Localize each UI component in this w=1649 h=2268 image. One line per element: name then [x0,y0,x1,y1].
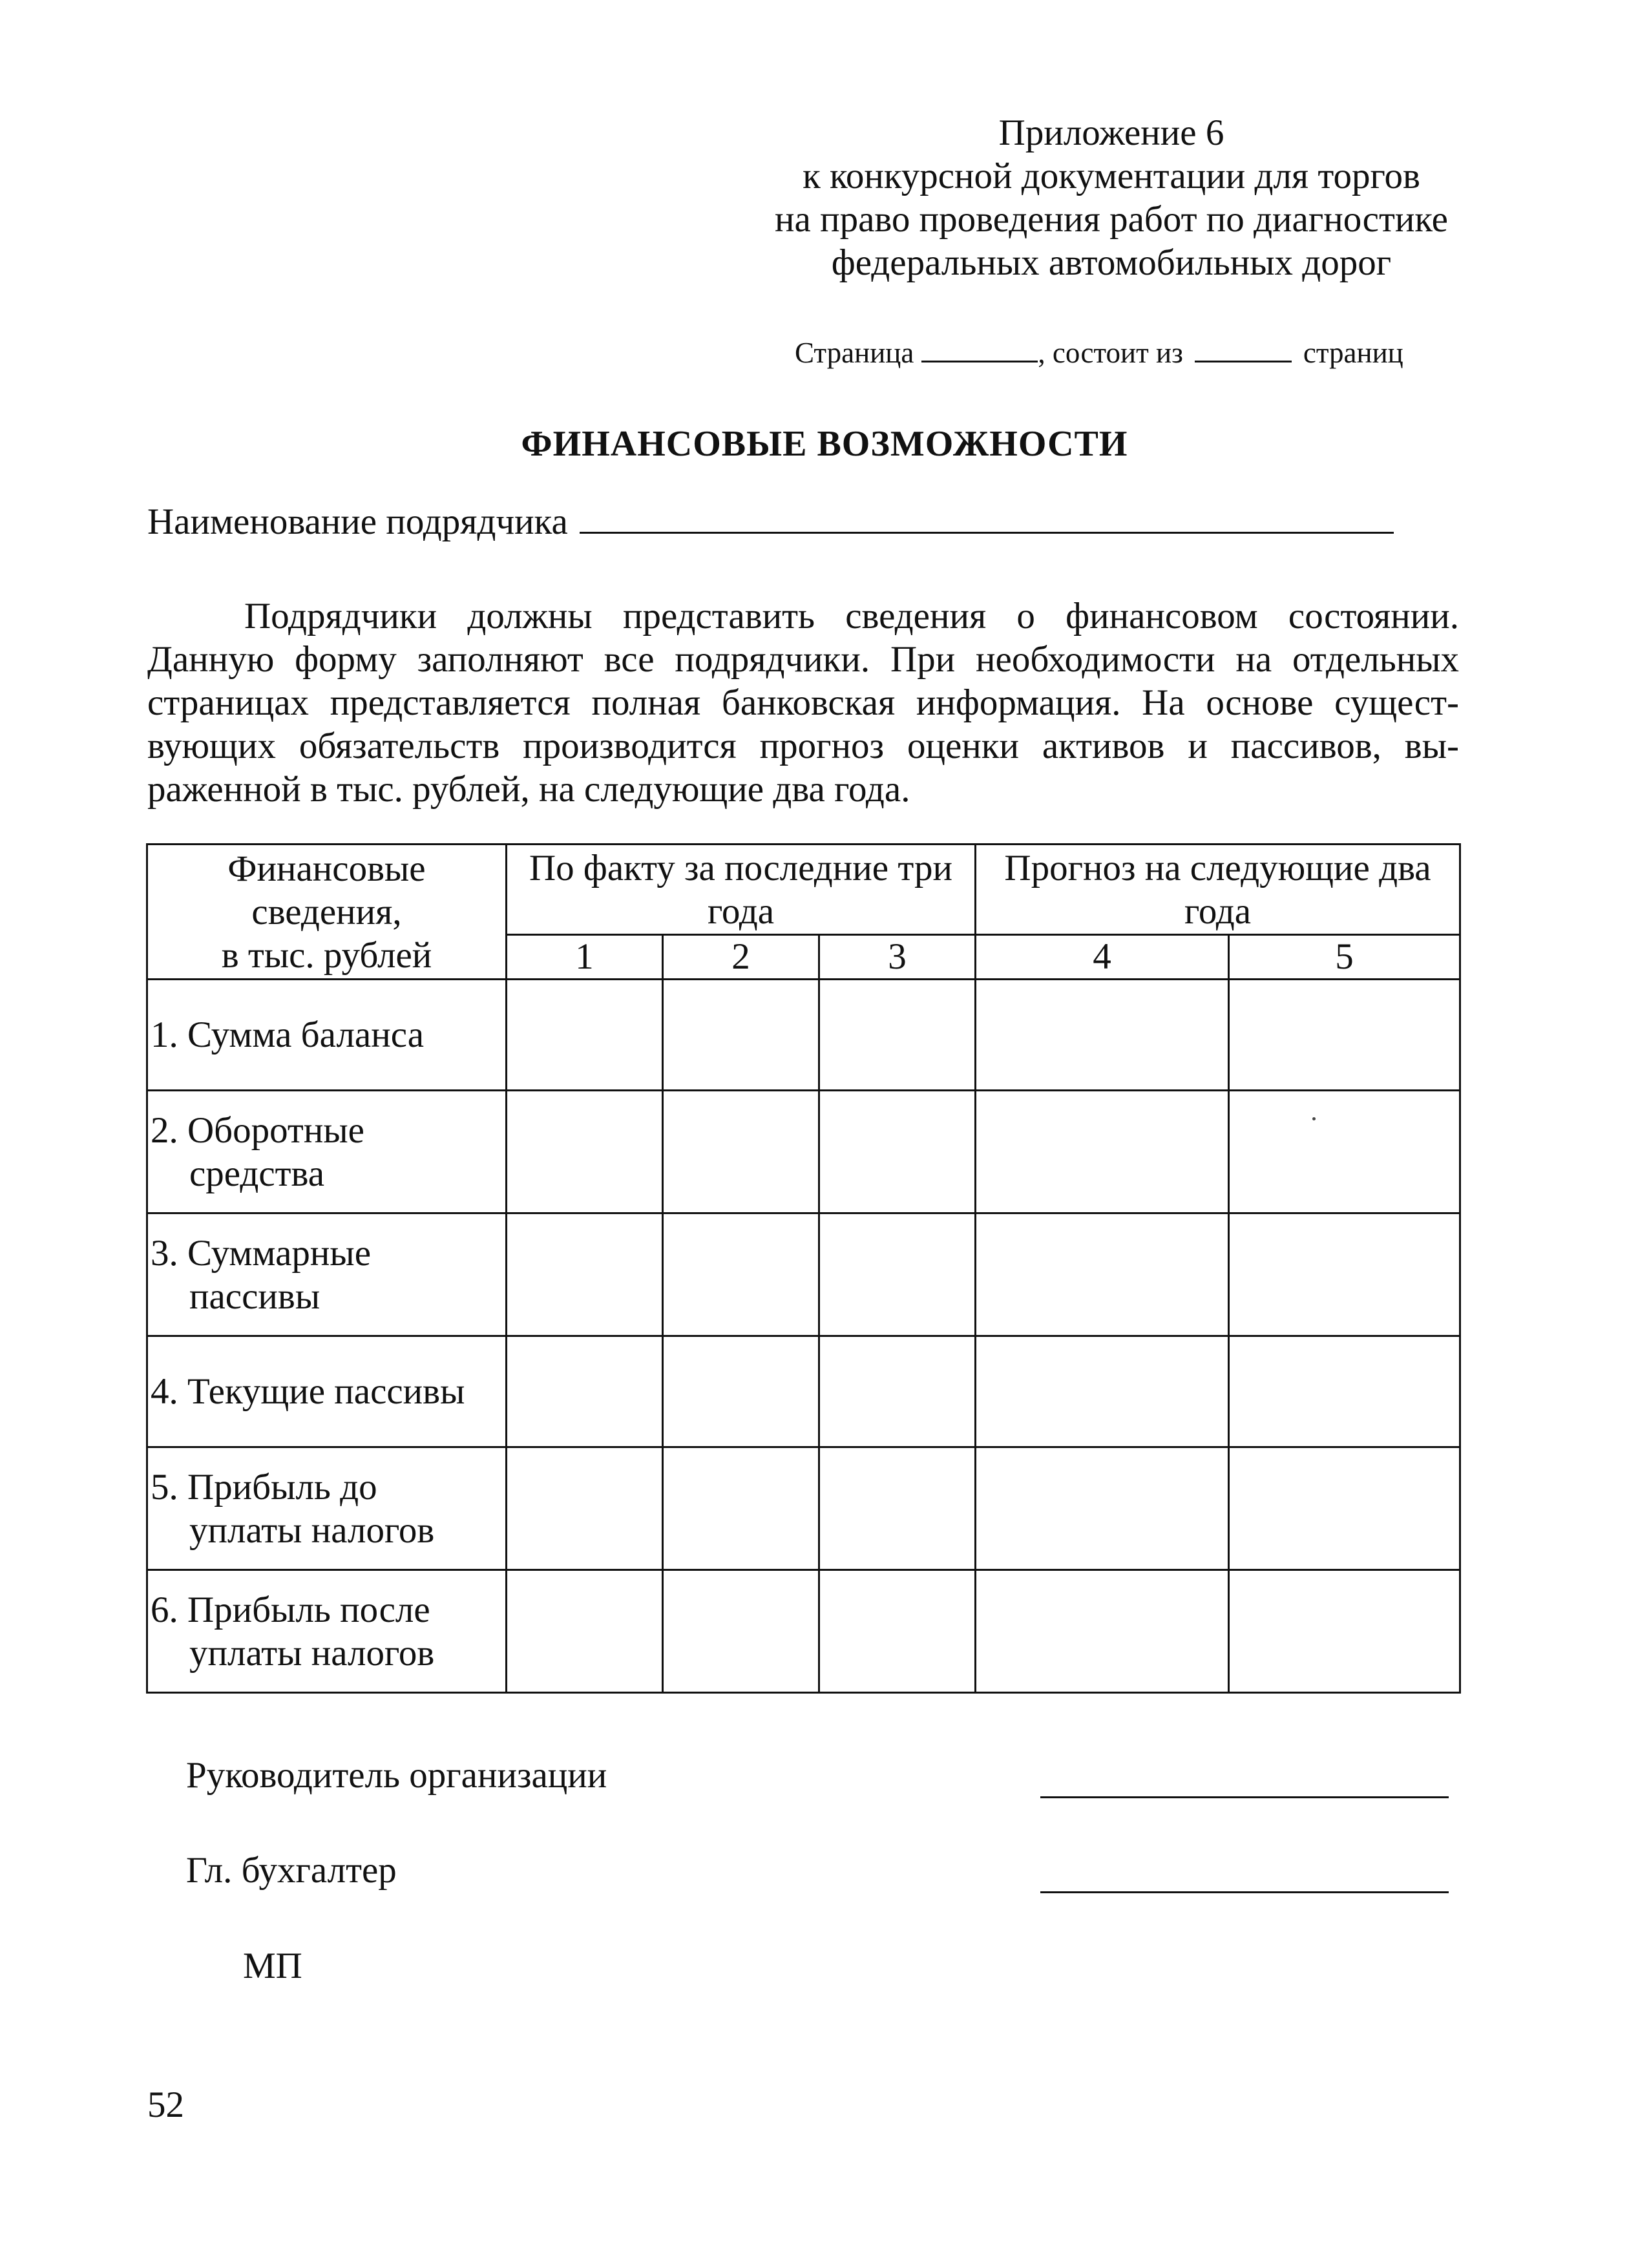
row-label [147,1336,507,1447]
contractor-name-blank[interactable] [580,532,1394,534]
row-label-line-1: 4. Текущие пассивы [151,1371,465,1412]
data-cell[interactable] [819,1213,976,1336]
appendix-header [672,111,1551,284]
pages-label: страниц [1303,337,1403,369]
data-cell[interactable] [663,1447,819,1570]
chief-accountant-label: Гл. бухгалтер [186,1850,397,1891]
table-row [147,1336,1460,1447]
data-cell[interactable] [1229,1570,1460,1693]
seal-label: МП [243,1946,302,1986]
intro-text: Подрядчики должны представить сведения о финансовом состоянии. Данную форму заполняют все подрядчики. При необходимости на отдельных страницах представляется полная банковская информация. На основе сущест- вующих обязательств производится прогноз оценки активов и пассивов, вы- раженной в тыс. рублей, на следующие два года. [147,596,1459,810]
column-number: 4 [976,935,1229,980]
header-financial-info-line-2: сведения, [251,891,402,932]
column-number: 1 [507,935,663,980]
row-label [147,980,507,1091]
appendix-line-3: на право проведения работ по диагностике [775,199,1448,240]
column-number: 2 [663,935,819,980]
data-cell[interactable] [819,980,976,1091]
header-financial-info [147,845,507,980]
page-count-line [795,336,1460,370]
table-row [147,1213,1460,1336]
table-row [147,1570,1460,1693]
row-label [147,1213,507,1336]
data-cell[interactable] [1229,1447,1460,1570]
appendix-line-2: к конкурсной документации для торгов [803,156,1420,196]
header-fact-last-three-years [507,845,976,935]
header-forecast-next-two-years [976,845,1460,935]
financial-table [146,843,1461,1694]
data-cell[interactable] [1229,980,1460,1091]
data-cell[interactable] [1229,1336,1460,1447]
consists-label: , состоит из [1038,337,1183,369]
data-cell[interactable] [507,980,663,1091]
header-financial-info-line-1: Финансовые [227,848,426,889]
data-cell[interactable] [663,1336,819,1447]
data-cell[interactable] [819,1447,976,1570]
data-cell[interactable] [976,980,1229,1091]
data-cell[interactable] [819,1570,976,1693]
data-cell[interactable] [976,1213,1229,1336]
row-label-line-1: 5. Прибыль до [151,1466,377,1507]
column-number: 5 [1229,935,1460,980]
data-cell[interactable] [1229,1213,1460,1336]
contractor-label: Наименование подрядчика [147,501,568,542]
data-cell[interactable] [976,1091,1229,1213]
data-cell[interactable] [507,1091,663,1213]
data-cell[interactable] [976,1336,1229,1447]
page-number-blank[interactable] [921,358,1038,362]
row-label-line-1: 6. Прибыль после [151,1589,430,1630]
row-label-line-1: 1. Сумма баланса [151,1014,424,1055]
appendix-line-1: Приложение 6 [998,112,1224,153]
header-forecast-line-1: Прогноз на следующие два [1004,847,1431,888]
row-label [147,1091,507,1213]
row-label-line-2: уплаты налогов [189,1632,435,1674]
table-row [147,1447,1460,1570]
table-row [147,1091,1460,1213]
row-label-line-2: уплаты налогов [189,1509,435,1551]
intro-paragraph [147,594,1459,811]
page-label: Страница [795,337,914,369]
contractor-line [147,501,1440,543]
head-signature-line[interactable] [1040,1796,1449,1798]
data-cell[interactable] [507,1570,663,1693]
row-label [147,1570,507,1693]
data-cell[interactable] [819,1091,976,1213]
row-label-line-2: средства [189,1153,325,1194]
appendix-line-4: федеральных автомобильных дорог [831,242,1392,283]
page-number: 52 [147,2084,184,2125]
accountant-signature-line[interactable] [1040,1891,1449,1893]
total-pages-blank[interactable] [1195,358,1292,362]
row-label [147,1447,507,1570]
data-cell[interactable] [507,1213,663,1336]
data-cell[interactable] [976,1447,1229,1570]
data-cell[interactable] [663,980,819,1091]
data-cell[interactable] [976,1570,1229,1693]
data-cell[interactable] [1229,1091,1460,1213]
table-row [147,980,1460,1091]
row-label-line-1: 3. Суммарные [151,1232,371,1274]
document-title: ФИНАНСОВЫЕ ВОЗМОЖНОСТИ [521,424,1128,464]
data-cell[interactable] [663,1570,819,1693]
data-cell[interactable] [663,1213,819,1336]
data-cell[interactable] [507,1447,663,1570]
header-financial-info-line-3: в тыс. рублей [221,934,432,976]
data-cell[interactable] [819,1336,976,1447]
row-label-line-2: пассивы [189,1276,320,1317]
header-fact-line-1: По факту за последние три [529,847,952,888]
header-forecast-line-2: года [1184,890,1252,932]
stray-dot [1312,1117,1316,1120]
head-of-organization-label: Руководитель организации [186,1755,607,1796]
row-label-line-1: 2. Оборотные [151,1109,364,1151]
header-fact-line-2: года [707,890,775,932]
data-cell[interactable] [663,1091,819,1213]
data-cell[interactable] [507,1336,663,1447]
column-number: 3 [819,935,976,980]
